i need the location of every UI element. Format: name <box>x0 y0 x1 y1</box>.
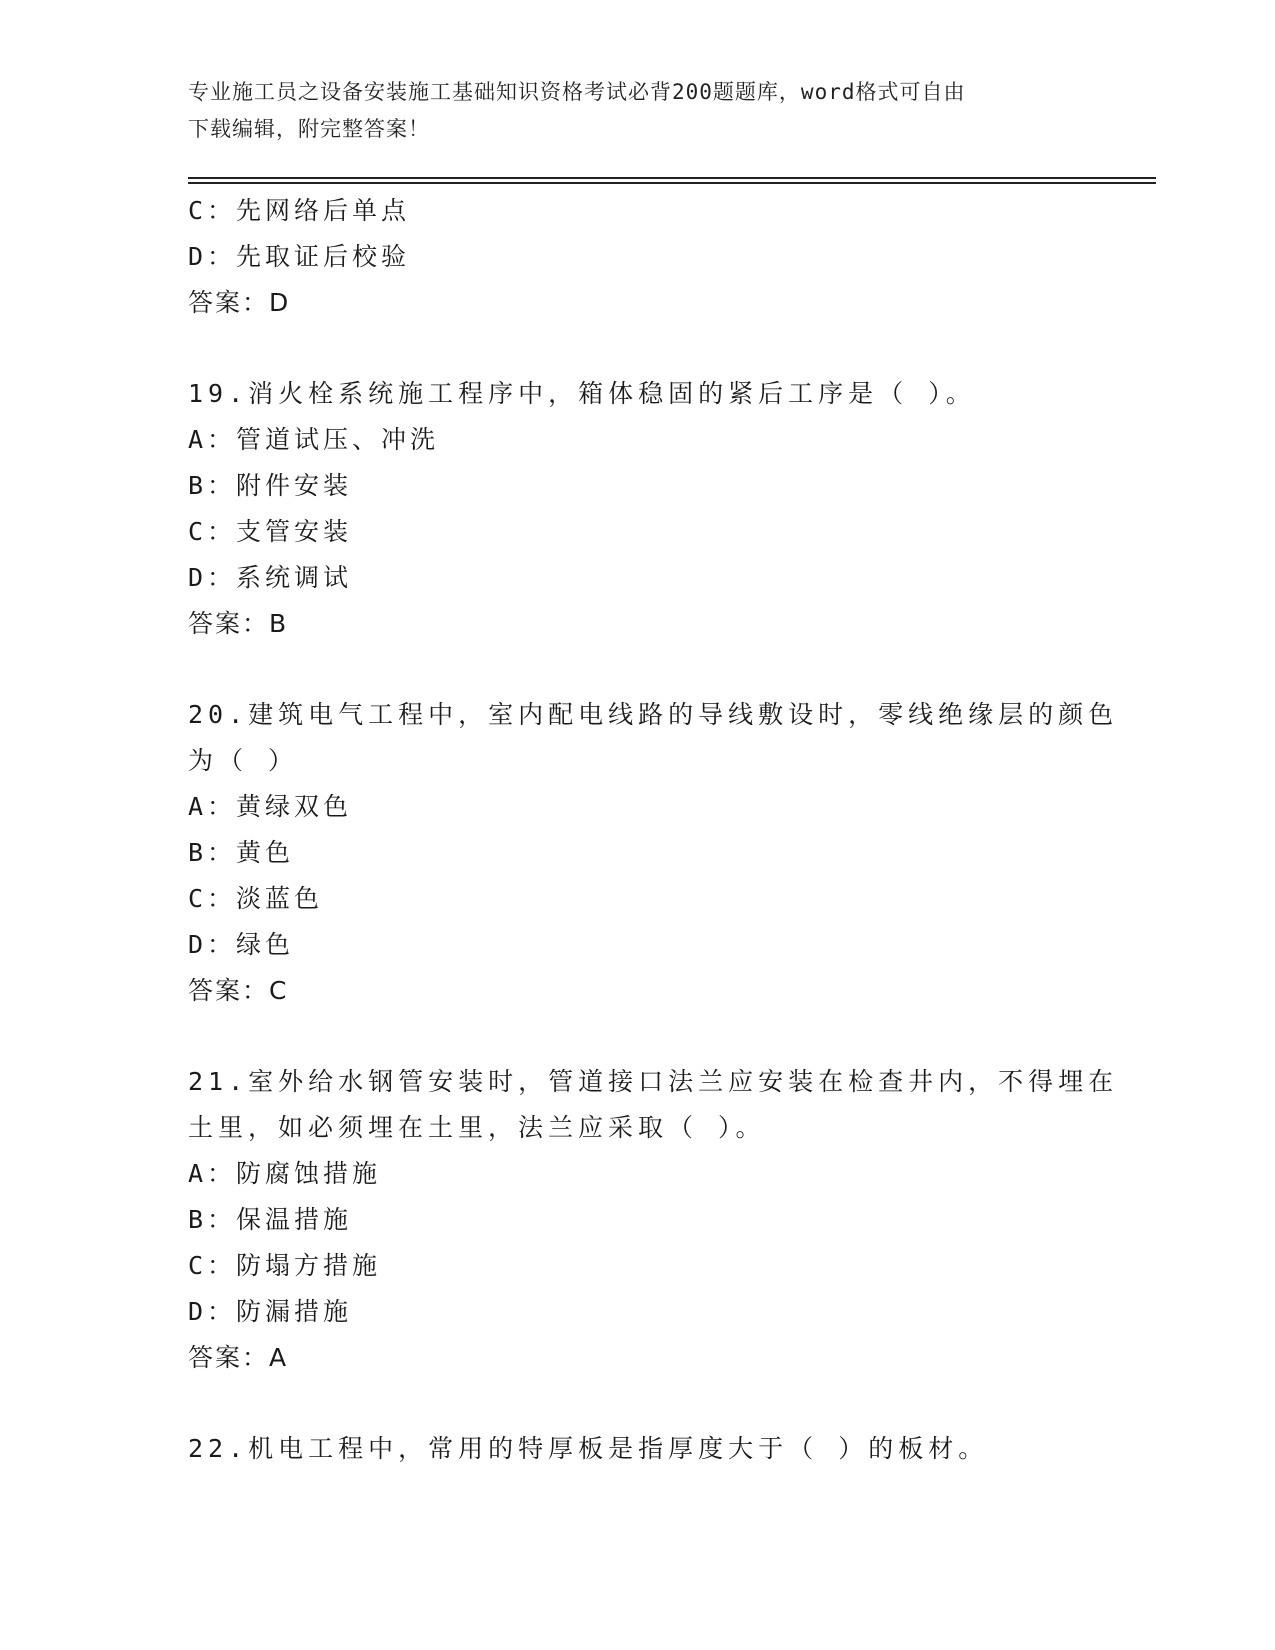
header-rule-bottom <box>188 182 1156 184</box>
question-stem: 22.机电工程中，常用的特厚板是指厚度大于（ ）的板材。 <box>188 1434 989 1463</box>
option-c: C：先网络后单点 <box>188 196 411 225</box>
question-stem: 21.室外给水钢管安装时，管道接口法兰应安装在检查井内，不得埋在 <box>188 1067 1119 1096</box>
option-a: A：黄绿双色 <box>188 792 353 821</box>
option-c: C：支管安装 <box>188 517 353 546</box>
question-stem-continued: 土里，如必须埋在土里，法兰应采取（ ）。 <box>188 1113 766 1142</box>
option-d: D：绿色 <box>188 930 295 959</box>
option-d: D：先取证后校验 <box>188 242 411 271</box>
answer-line: 答案：D <box>188 288 291 317</box>
option-c: C：淡蓝色 <box>188 884 324 913</box>
document-header <box>188 74 1088 148</box>
answer-line: 答案：B <box>188 609 289 638</box>
question-22 <box>188 1426 1108 1472</box>
question-stem-continued: 为（ ） <box>188 746 299 775</box>
option-d: D：防漏措施 <box>188 1297 353 1326</box>
question-19 <box>188 371 1108 647</box>
question-stem: 20.建筑电气工程中，室内配电线路的导线敷设时，零线绝缘层的颜色 <box>188 700 1119 729</box>
question-stem: 19.消火栓系统施工程序中，箱体稳固的紧后工序是（ ）。 <box>188 379 976 408</box>
option-d: D：系统调试 <box>188 563 353 592</box>
header-rule-top <box>188 177 1156 179</box>
question-18-tail <box>188 188 1108 326</box>
header-line-2: 下载编辑，附完整答案！ <box>188 117 430 141</box>
option-a: A：管道试压、冲洗 <box>188 425 440 454</box>
option-b: B：附件安装 <box>188 471 353 500</box>
option-a: A：防腐蚀措施 <box>188 1159 382 1188</box>
question-21 <box>188 1059 1119 1381</box>
question-list <box>188 188 1119 1472</box>
option-b: B：黄色 <box>188 838 295 867</box>
header-line-1: 专业施工员之设备安装施工基础知识资格考试必背200题题库，word格式可自由 <box>188 80 966 104</box>
option-b: B：保温措施 <box>188 1205 353 1234</box>
option-c: C：防塌方措施 <box>188 1251 382 1280</box>
answer-line: 答案：A <box>188 1343 289 1372</box>
answer-line: 答案：C <box>188 976 289 1005</box>
question-20 <box>188 692 1119 1014</box>
